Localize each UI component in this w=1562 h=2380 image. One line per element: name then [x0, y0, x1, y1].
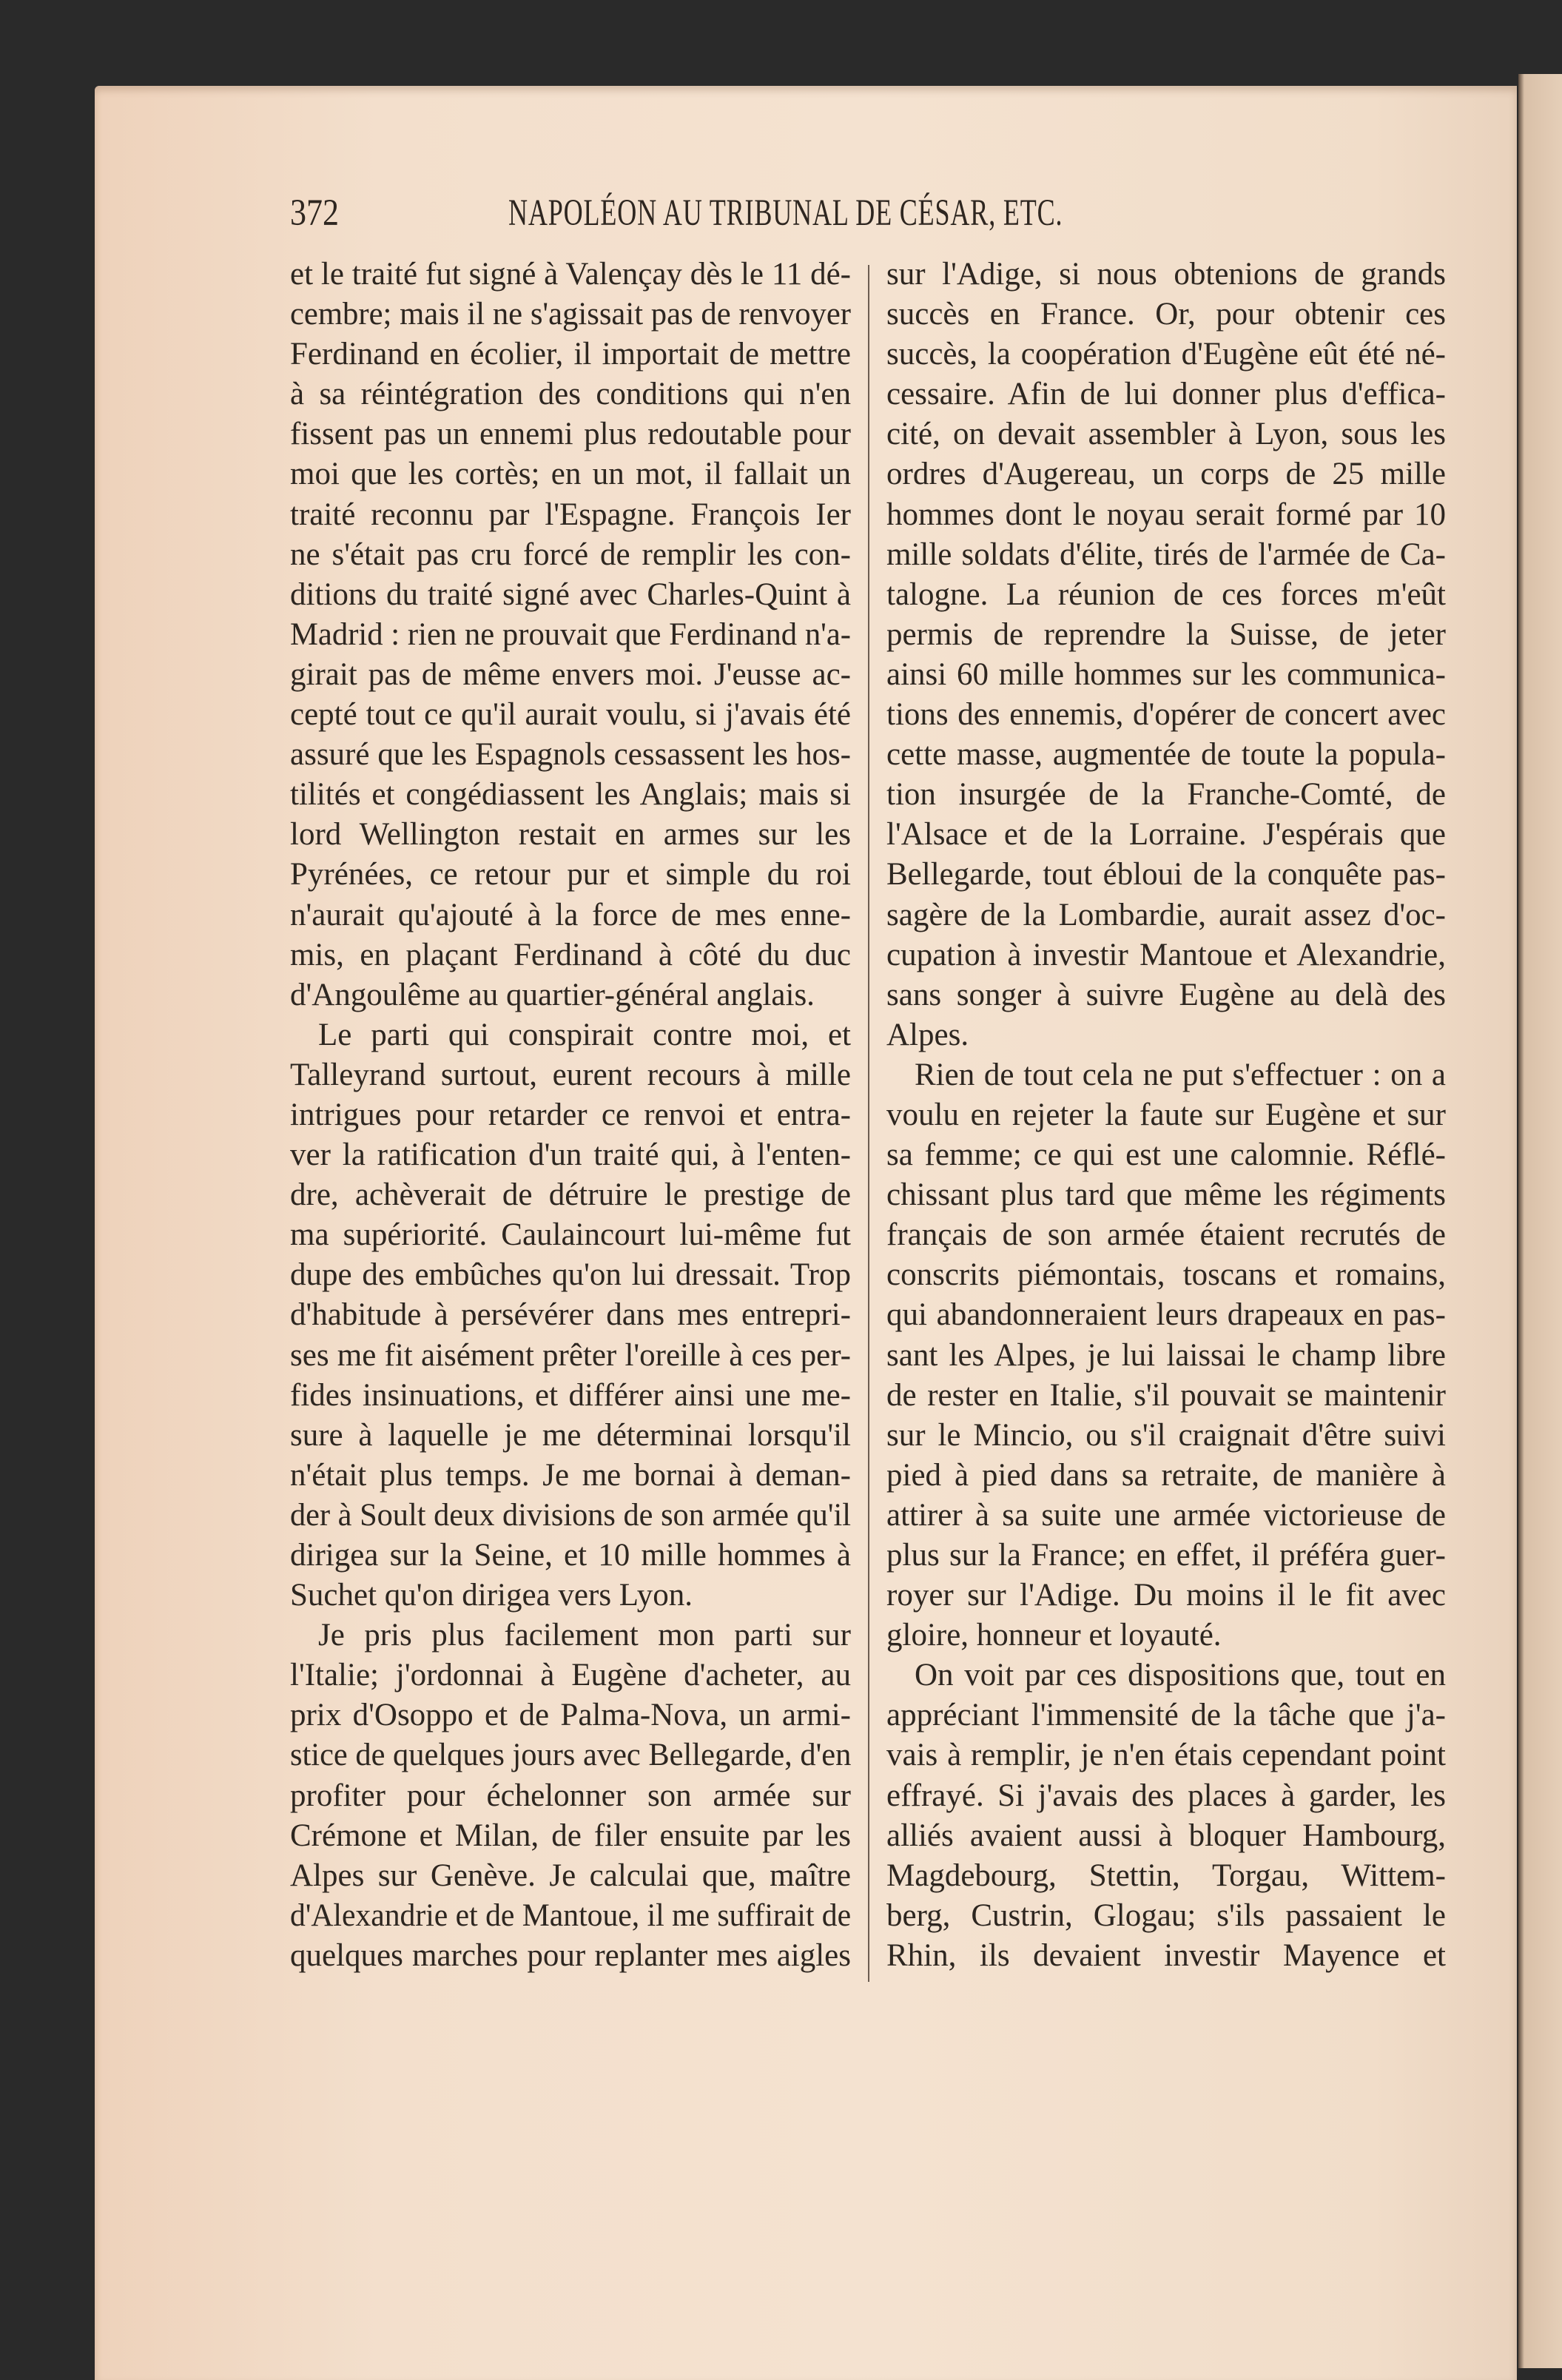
text-line: ver la ratification d'un traité qui, à l'enten-: [290, 1137, 851, 1173]
text-line: quelques marches pour replanter mes aigles: [290, 1937, 851, 1973]
paragraph: [886, 255, 1446, 1055]
page-number: 372: [290, 192, 339, 234]
text-line: appréciant l'immensité de la tâche que j'a-: [886, 1698, 1446, 1733]
text-line: dirigea sur la Seine, et 10 mille hommes à: [290, 1538, 851, 1573]
text-line: ordres d'Augereau, un corps de 25 mille: [886, 457, 1446, 492]
text-line: d'Alexandrie et de Mantoue, il me suffirait de: [290, 1897, 852, 1933]
text-line: voulu en rejeter la faute sur Eugène et sur: [886, 1097, 1446, 1132]
text-line: girait pas de même envers moi. J'eusse ac-: [290, 656, 851, 692]
column-divider: [868, 265, 869, 1982]
text-line: fides insinuations, et différer ainsi une me-: [290, 1377, 851, 1413]
text-line: Je pris plus facilement mon parti sur: [318, 1618, 851, 1653]
text-line: Le parti qui conspirait contre moi, et: [318, 1017, 851, 1052]
paragraph: [886, 1655, 1446, 1976]
text-line: cupation à investir Mantoue et Alexandrie,: [886, 937, 1446, 972]
text-line: traité reconnu par l'Espagne. François Ier: [290, 497, 851, 532]
text-line: l'Italie; j'ordonnai à Eugène d'acheter, au: [290, 1658, 851, 1693]
text-line: chissant plus tard que même les régiments: [886, 1177, 1446, 1213]
text-line: et le traité fut signé à Valençay dès le 11 dé-: [290, 257, 851, 292]
paragraph: [290, 1015, 851, 1616]
text-line: intrigues pour retarder ce renvoi et entra-: [290, 1097, 851, 1132]
text-line: Pyrénées, ce retour pur et simple du roi: [290, 857, 851, 892]
text-line: conscrits piémontais, toscans et romains,: [886, 1257, 1446, 1293]
text-line: profiter pour échelonner son armée sur: [290, 1778, 851, 1813]
text-line: hommes dont le noyau serait formé par 10: [886, 497, 1446, 532]
facing-page-edge: [1518, 74, 1562, 2368]
text-line: tion insurgée de la Franche-Comté, de: [886, 777, 1446, 813]
text-line: succès, la coopération d'Eugène eût été né-: [886, 337, 1446, 372]
text-line: ma supériorité. Caulaincourt lui-même fut: [290, 1217, 851, 1253]
text-line: Talleyrand surtout, eurent recours à mille: [290, 1057, 851, 1092]
text-line: cepté tout ce qu'il aurait voulu, si j'avais été: [290, 697, 851, 733]
text-line: lord Wellington restait en armes sur les: [290, 817, 851, 853]
text-line: Alpes sur Genève. Je calculai que, maître: [290, 1858, 851, 1893]
text-line: tions des ennemis, d'opérer de concert avec: [886, 697, 1446, 733]
text-line: cité, on devait assembler à Lyon, sous les: [886, 417, 1446, 452]
text-line: d'Angoulême au quartier-général anglais.: [290, 977, 815, 1012]
text-line: ditions du traité signé avec Charles-Quint à: [290, 576, 851, 612]
text-line: sa femme; ce qui est une calomnie. Réflé-: [886, 1137, 1446, 1173]
text-line: sure à laquelle je me déterminai lorsqu'il: [290, 1417, 851, 1453]
text-line: sur l'Adige, si nous obtenions de grands: [886, 257, 1446, 292]
text-line: ainsi 60 mille hommes sur les communica-: [886, 656, 1446, 692]
text-line: d'habitude à persévérer dans mes entrepri-: [290, 1297, 851, 1333]
paragraph: [290, 1616, 851, 1976]
text-line: talogne. La réunion de ces forces m'eût: [886, 576, 1446, 612]
paragraph: [886, 1055, 1446, 1655]
text-line: qui abandonneraient leurs drapeaux en pas-: [886, 1297, 1446, 1333]
text-line: Alpes.: [886, 1017, 969, 1052]
text-line: cembre; mais il ne s'agissait pas de renvoyer: [290, 297, 851, 332]
text-line: mille soldats d'élite, tirés de l'armée de Ca-: [886, 537, 1446, 572]
text-line: berg, Custrin, Glogau; s'ils passaient le: [886, 1897, 1446, 1933]
text-line: permis de reprendre la Suisse, de jeter: [886, 616, 1446, 652]
text-line: sant les Alpes, je lui laissai le champ libre: [886, 1337, 1446, 1373]
text-line: l'Alsace et de la Lorraine. J'espérais que: [886, 817, 1446, 853]
text-line: prix d'Osoppo et de Palma-Nova, un armi-: [290, 1698, 851, 1733]
text-line: fissent pas un ennemi plus redoutable pour: [290, 417, 851, 452]
text-line: n'était plus temps. Je me bornai à deman-: [290, 1457, 851, 1493]
text-line: n'aurait qu'ajouté à la force de mes enne-: [290, 897, 851, 932]
running-header: [290, 191, 1215, 235]
text-line: Rien de tout cela ne put s'effectuer : on a: [915, 1057, 1446, 1092]
text-line: royer sur l'Adige. Du moins il le fit avec: [886, 1578, 1446, 1613]
text-line: cette masse, augmentée de toute la popula-: [886, 737, 1446, 773]
text-line: assuré que les Espagnols cessassent les hos-: [290, 737, 851, 773]
text-line: Ferdinand en écolier, il importait de mettre: [290, 337, 851, 372]
text-line: der à Soult deux divisions de son armée qu'il: [290, 1497, 851, 1533]
text-line: à sa réintégration des conditions qui n'en: [290, 377, 851, 412]
text-line: Madrid : rien ne prouvait que Ferdinand n'a-: [290, 616, 851, 652]
text-line: français de son armée étaient recrutés de: [886, 1217, 1446, 1253]
running-title: NAPOLÉON AU TRIBUNAL DE CÉSAR, ETC.: [508, 192, 1063, 234]
text-line: vais à remplir, je n'en étais cependant point: [886, 1738, 1446, 1773]
text-line: ses me fit aisément prêter l'oreille à ces per-: [290, 1337, 851, 1373]
text-line: tilités et congédiassent les Anglais; mais si: [290, 777, 851, 813]
text-line: moi que les cortès; en un mot, il fallait un: [290, 457, 851, 492]
text-line: ne s'était pas cru forcé de remplir les con-: [290, 537, 851, 572]
text-line: Rhin, ils devaient investir Mayence et: [886, 1937, 1446, 1973]
text-line: de rester en Italie, s'il pouvait se maintenir: [886, 1377, 1446, 1413]
text-line: attirer à sa suite une armée victorieuse de: [886, 1497, 1446, 1533]
text-line: Crémone et Milan, de filer ensuite par les: [290, 1818, 851, 1853]
right-column: [886, 255, 1446, 1976]
text-line: succès en France. Or, pour obtenir ces: [886, 297, 1446, 332]
text-line: On voit par ces dispositions que, tout en: [915, 1658, 1446, 1693]
text-line: pied à pied dans sa retraite, de manière à: [886, 1457, 1446, 1493]
text-line: cessaire. Afin de lui donner plus d'effica-: [886, 377, 1446, 412]
text-line: alliés avaient aussi à bloquer Hambourg,: [886, 1818, 1446, 1853]
text-line: sagère de la Lombardie, aurait assez d'oc-: [886, 897, 1446, 932]
text-line: gloire, honneur et loyauté.: [886, 1618, 1222, 1653]
left-column: [290, 255, 851, 1976]
paragraph: [290, 255, 851, 1015]
text-line: Magdebourg, Stettin, Torgau, Wittem-: [886, 1858, 1446, 1893]
text-line: dupe des embûches qu'on lui dressait. Trop: [290, 1257, 851, 1293]
text-line: stice de quelques jours avec Bellegarde, d'en: [290, 1738, 852, 1773]
text-line: sur le Mincio, ou s'il craignait d'être suivi: [886, 1417, 1446, 1453]
text-line: effrayé. Si j'avais des places à garder, les: [886, 1778, 1446, 1813]
text-line: dre, achèverait de détruire le prestige de: [290, 1177, 851, 1213]
text-line: sans songer à suivre Eugène au delà des: [886, 977, 1446, 1012]
text-line: mis, en plaçant Ferdinand à côté du duc: [290, 937, 851, 972]
text-line: plus sur la France; en effet, il préféra guer-: [886, 1538, 1446, 1573]
text-line: Bellegarde, tout ébloui de la conquête pas-: [886, 857, 1446, 892]
text-line: Suchet qu'on dirigea vers Lyon.: [290, 1578, 693, 1613]
